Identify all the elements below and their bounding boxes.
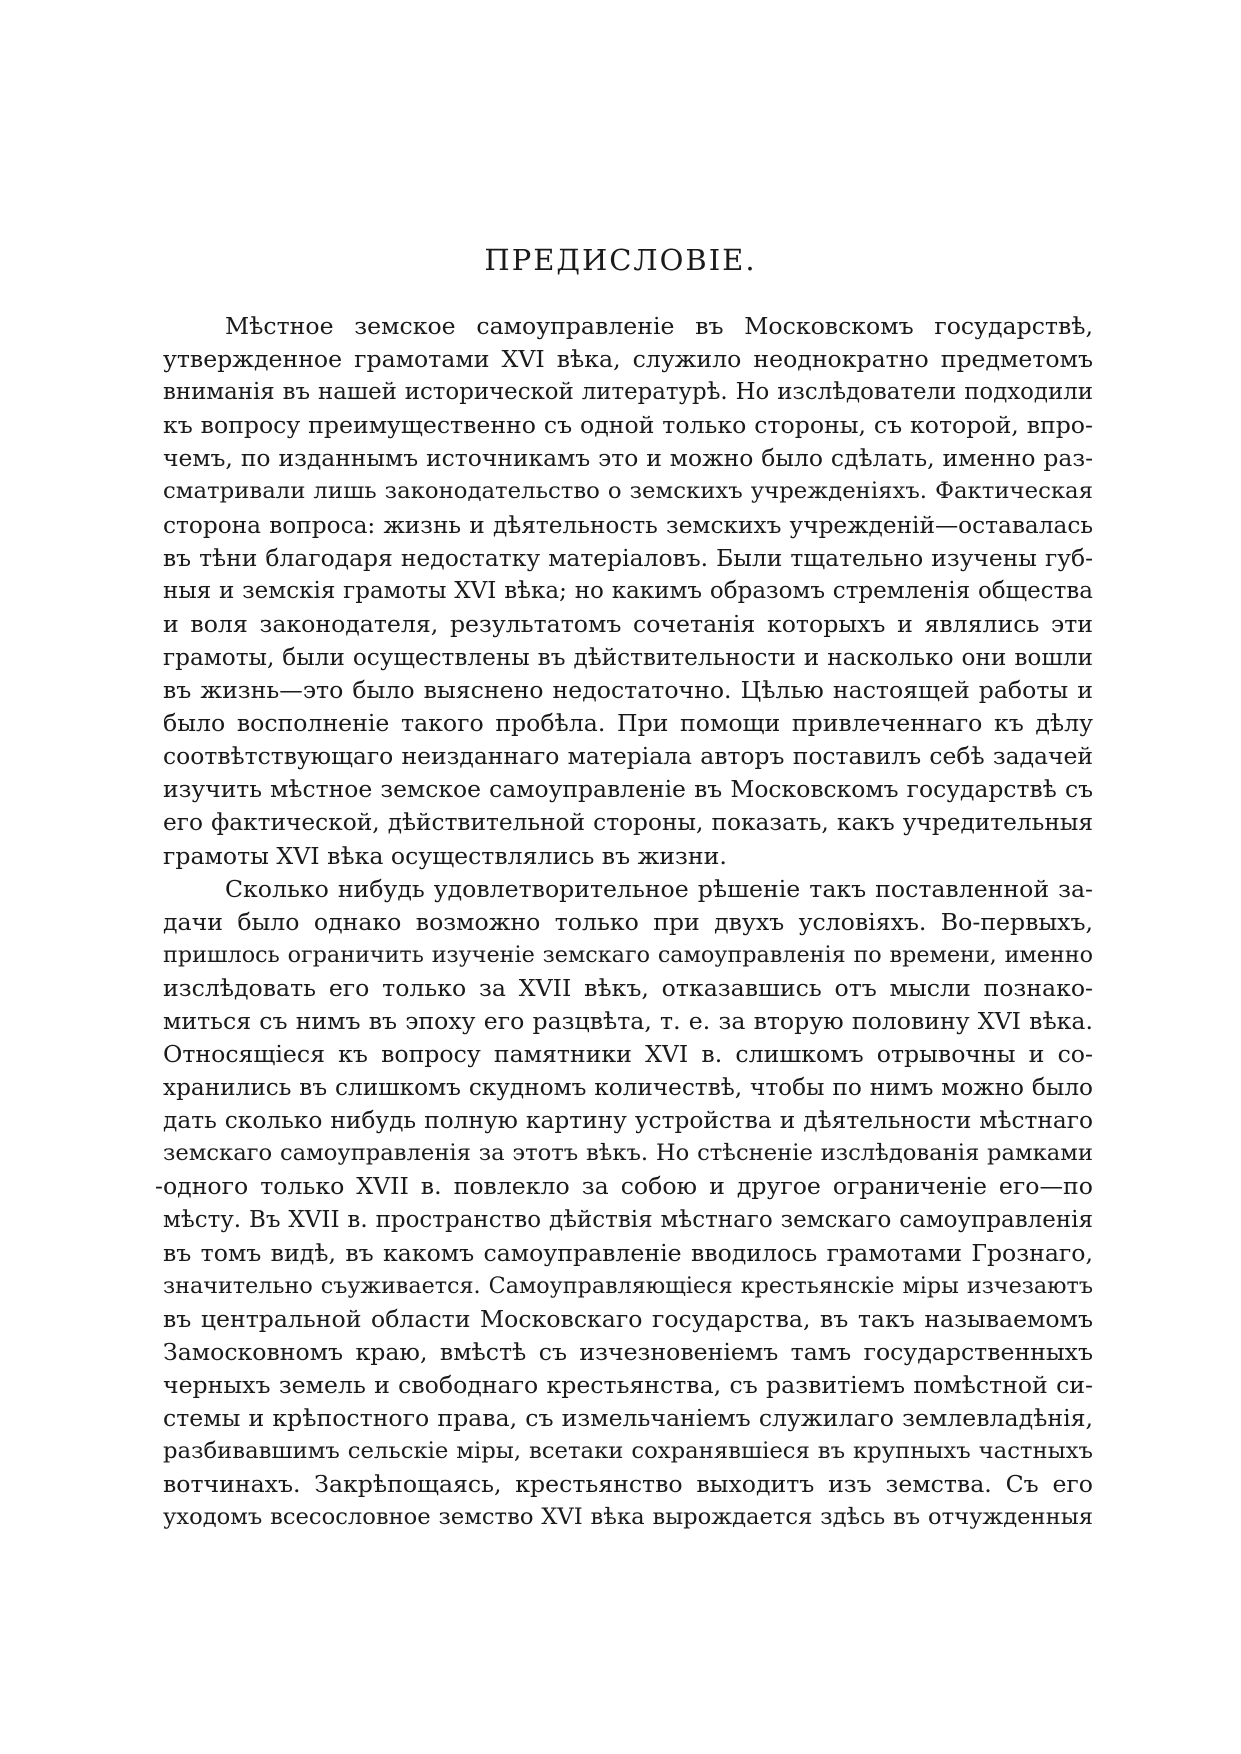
- text-line: къ вопросу преимущественно съ одной только стороны, съ которой, впро-: [163, 411, 1093, 440]
- text-line: изучить мѣстное земское самоуправленіе въ Московскомъ государствѣ съ: [163, 775, 1093, 804]
- text-line: дать сколько нибудь полную картину устройства и дѣятельности мѣстнаго: [163, 1107, 1093, 1135]
- text-line: миться съ нимъ въ эпоху его разцвѣта, т. е. за вторую половину XVI вѣка.: [163, 1006, 1093, 1035]
- text-line: въ жизнь—это было выяснено недостаточно. Цѣлью настоящей работы и: [163, 676, 1093, 705]
- text-line: чемъ, по изданнымъ источникамъ это и можно было сдѣлать, именно раз-: [163, 444, 1093, 473]
- text-line: сматривали лишь законодательство о земскихъ учрежденіяхъ. Фактическая: [163, 478, 1093, 505]
- text-line: изслѣдовать его только за XVII вѣкъ, отказавшись отъ мысли познако-: [163, 973, 1093, 1002]
- text-line: соотвѣтствующаго неизданнаго матеріала авторъ поставилъ себѣ задачей: [163, 742, 1093, 771]
- text-line: было восполненіе такого пробѣла. При помощи привлеченнаго къ дѣлу: [163, 709, 1093, 738]
- text-line: Мѣстное земское самоуправленіе въ Московскомъ государствѣ,: [225, 312, 1093, 340]
- text-line: дачи было однако возможно только при двухъ условіяхъ. Во-первыхъ,: [163, 907, 1093, 936]
- text-line: въ тѣни благодаря недостатку матеріаловъ. Были тщательно изучены губ-: [163, 543, 1093, 572]
- text-line: грамоты, были осуществлены въ дѣйствительности и насколько они вошли: [163, 643, 1093, 671]
- text-line: утвержденное грамотами XVI вѣка, служило неоднократно предметомъ: [163, 345, 1093, 374]
- text-line: въ томъ видѣ, въ какомъ самоуправленіе вводилось грамотами Грознаго,: [163, 1238, 1093, 1267]
- text-line: его фактической, дѣйствительной стороны, показать, какъ учредительныя: [163, 809, 1093, 837]
- text-line: ныя и земскія грамоты XVI вѣка; но какимъ образомъ стремленія общества: [163, 577, 1093, 604]
- text-line: мѣсту. Въ XVII в. пространство дѣйствія мѣстнаго земскаго самоуправленія: [163, 1206, 1093, 1233]
- text-line: въ центральной области Московскаго государства, въ такъ называемомъ: [163, 1304, 1093, 1333]
- text-line: Сколько нибудь удовлетворительное рѣшеніе такъ поставленной за-: [225, 874, 1093, 903]
- paragraph-2: [155, 873, 1093, 1535]
- text-line: вотчинахъ. Закрѣпощаясь, крестьянство выходитъ изъ земства. Съ его: [163, 1470, 1093, 1499]
- paragraph-1: [163, 310, 1093, 873]
- text-line: разбивавшимъ сельскіе міры, всетаки сохранявшіеся въ крупныхъ частныхъ: [163, 1438, 1093, 1465]
- text-line: сторона вопроса: жизнь и дѣятельность земскихъ учрежденій—оставалась: [163, 511, 1093, 539]
- text-line: Замосковномъ краю, вмѣстѣ съ изчезновеніемъ тамъ государственныхъ: [163, 1337, 1093, 1366]
- text-line: грамоты XVI вѣка осуществлялись въ жизни.: [163, 841, 727, 870]
- text-line: земскаго самоуправленія за этотъ вѣкъ. Но стѣсненіе изслѣдованія рамками: [163, 1140, 1093, 1167]
- text-line: вниманія въ нашей исторической литературѣ. Но изслѣдователи подходили: [163, 379, 1093, 406]
- text-line: пришлось ограничить изученіе земскаго самоуправленія по времени, именно: [163, 941, 1093, 968]
- text-line: значительно съуживается. Самоуправляющіеся крестьянскіе міры изчезаютъ: [163, 1272, 1093, 1299]
- page-title: ПРЕДИСЛОВІЕ.: [484, 243, 757, 277]
- text-line: хранились въ слишкомъ скудномъ количествѣ, чтобы по нимъ можно было: [163, 1074, 1093, 1102]
- body-text: [155, 310, 1093, 1534]
- text-line: и воля законодателя, результатомъ сочетанія которыхъ и являлись эти: [163, 609, 1093, 638]
- text-line: черныхъ земель и свободнаго крестьянства, съ развитіемъ помѣстной си-: [163, 1371, 1093, 1399]
- text-line: -одного только XVII в. повлекло за собою и другое ограниченіе его—по: [155, 1172, 1093, 1201]
- text-line: стемы и крѣпостного права, съ измельчаніемъ служилаго землевладѣнія,: [163, 1404, 1093, 1433]
- text-line: Относящіеся къ вопросу памятники XVI в. слишкомъ отрывочны и со-: [163, 1040, 1093, 1069]
- text-line: уходомъ всесословное земство XVI вѣка вырождается здѣсь въ отчужденныя: [163, 1504, 1093, 1531]
